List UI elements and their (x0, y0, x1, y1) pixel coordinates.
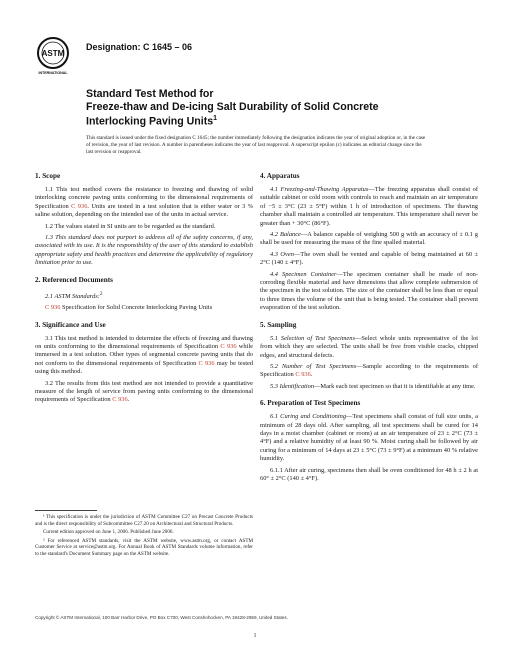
section-sampling (260, 321, 478, 391)
spec-link[interactable]: C 936 (45, 304, 61, 312)
svg-text:ASTM: ASTM (41, 49, 65, 58)
section-referenced-documents (35, 276, 253, 313)
page-number: 1 (253, 633, 257, 639)
section-heading: 4. Apparatus (260, 172, 300, 180)
title-footnote-mark: 1 (213, 115, 218, 122)
footnotes (35, 510, 253, 560)
paragraph-1-3: 1.3 This standard does not purport to address all of the safety concerns, if any, associated with its use. It is the responsibility of the user of this standard to establish appropriate safety and health practices and determine the applicability of regulatory limitation prior to use. (35, 234, 253, 267)
paragraph-5-1: 5.1 Selection of Test Specimens—Select whole units representative of the lot from which they are selected. The units shall be free from visible cracks, chipped edges, and structural defects. (260, 334, 479, 359)
copyright-line: Copyright © ASTM International, 100 Barr Harbor Drive, PO Box C700, West Conshohocken, PA 19428-2959, United States. (35, 615, 288, 620)
document-title (86, 88, 446, 128)
section-heading: 6. Preparation of Test Specimens (260, 399, 361, 408)
title-line-1: Standard Test Method for (86, 88, 214, 100)
paragraph-5-3: 5.3 Identification—Mark each test specimen so that it is identifiable at any time. (270, 382, 476, 390)
paragraph-3-2: 3.2 The results from this test method are not intended to provide a quantitative measure of the length of service from paving units conforming to the dimensional requirements of Specification C 936. (35, 379, 253, 404)
paragraph-4-1: 4.1 Freezing-and-Thawing Apparatus—The freezing apparatus shall consist of suitable cabinet or cold room with controls to reach and maintain an air temperature of −5 ± 3°C (23 ± 5°F) within 1 h of introduction of specimens. The thawing chamber shall maintain a controlled air temperature. This temperature shall never be greater than + 30°C (86°F). (260, 186, 478, 227)
paragraph-1-2: 1.2 The values stated in SI units are to be regarded as the standard. (45, 222, 216, 230)
footnote-rule (35, 510, 97, 511)
reference-item: C 936 Specification for Solid Concrete Interlocking Paving Units (45, 304, 213, 312)
spec-link[interactable]: C 936 (198, 359, 215, 367)
paragraph-6-1: 6.1 Curing and Conditioning—Test specimens shall consist of full size units, a minimum of 28 days old. After sampling, all test specimens shall be cured for 14 days in a moist chamber (cabinet or room) at an air temperature of 23 ± 2°C (73 ± 4°F) and a relative humidity of at least 90 %. Moist curing shall be followed by air curing for a minimum of 14 days at 23 ± 5°C (73 ± 9°F) at a minimum 40 % relative humidity. (260, 413, 478, 463)
footnote-2: ² For referenced ASTM standards, visit the ASTM website, www.astm.org, or contact ASTM Customer Service at service@astm.org. For Annual Book of ASTM Standards volume information, refer to the standard's Document Summary page on the ASTM website. (35, 537, 253, 557)
designation: Designation: C 1645 – 06 (86, 42, 193, 52)
footnote-1-edition: Current edition approved on June 1, 2006. Published June 2006. (43, 529, 174, 536)
astm-logo-icon (35, 36, 71, 76)
paragraph-6-1-1: 6.1.1 After air curing, specimens then shall be oven conditioned for 48 h ± 2 h at 60° ± 2°C (140 ± 4°F). (260, 466, 478, 482)
spec-link[interactable]: C 936 (295, 371, 311, 379)
section-significance (35, 321, 253, 405)
spec-link[interactable]: C 936 (71, 202, 88, 210)
left-column (35, 172, 253, 413)
section-heading: 3. Significance and Use (35, 320, 106, 329)
svg-text:INTERNATIONAL: INTERNATIONAL (38, 71, 68, 75)
section-scope (35, 172, 253, 268)
title-line-3: Interlocking Paving Units$^1$ (86, 115, 218, 128)
right-column (260, 172, 478, 491)
section-heading: 1. Scope (35, 172, 61, 180)
paragraph-2-1: 2.1 ASTM Standards:$^2$ (45, 290, 103, 300)
section-heading: 2. Referenced Documents (35, 275, 113, 284)
paragraph-4-4: 4.4 Specimen Container—The specimen container shall be made of non-corroding flexible material and have dimensions that allow complete submersion of the specimen in the test solution. The size of the container shall be less than or equal to three times the volume of the unit that is being tested. The container shall prevent evaporation of the test solution. (260, 270, 478, 312)
paragraph-3-1: 3.1 This test method is intended to determine the effects of freezing and thawing on units conforming to the dimensional requirements of Specification C 936 while immersed in a test solution. Other types of segmental concrete paving units that do not conform to the dimensional requirements of Specification C 936 may be tested using this method. (35, 334, 254, 376)
issued-note: This standard is issued under the fixed designation C 1645; the number immediately following the designation indicates the year of original adoption or, in the case of revision, the year of last revision. A number in parentheses indicates the year of last reapproval. A superscript epsilon (ε) indicates an editorial change since the last revision or reapproval. (86, 135, 426, 155)
paragraph-5-2: 5.2 Number of Test Specimens—Sample according to the requirements of Specification C 936. (260, 362, 478, 379)
paragraph-1-1: 1.1 This test method covers the resistance to freezing and thawing of solid interlocking concrete paving units conforming to the dimensional requirements of Specification C 936. Units are tested in a test solution that is either water or 3 % saline solution, depending on the intended use of the units in actual service. (35, 186, 253, 219)
section-preparation (260, 399, 478, 483)
spec-link[interactable]: C 936 (220, 343, 237, 350)
section-apparatus (260, 172, 478, 313)
title-line-2: Freeze-thaw and De-icing Salt Durability of Solid Concrete (86, 100, 379, 113)
spec-link[interactable]: C 936 (112, 396, 128, 404)
footnote-1: ¹ This specification is under the jurisdiction of ASTM Committee C27 on Precast Concrete Products and is the direct responsibility of Subcommittee C27.20 on Architectural and Structural Products. (35, 514, 253, 527)
paragraph-4-3: 4.3 Oven—The oven shall be vented and capable of being maintained at 60 ± 2°C (140 ± 4°F). (260, 250, 478, 267)
section-heading: 5. Sampling (260, 320, 297, 329)
paragraph-4-2: 4.2 Balance—A balance capable of weighing 500 g with an accuracy of ± 0.1 g shall be used for measuring the mass of the fine spalled material. (260, 231, 478, 247)
